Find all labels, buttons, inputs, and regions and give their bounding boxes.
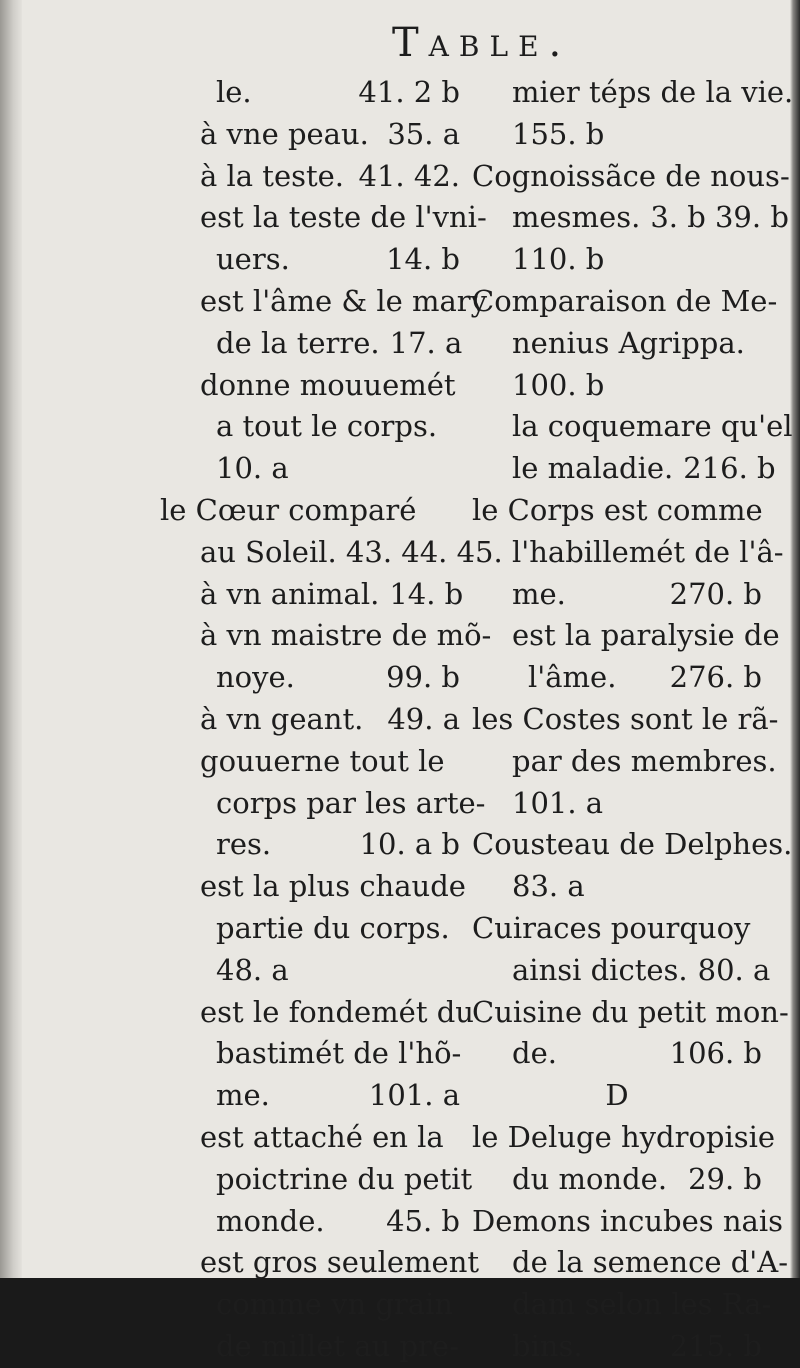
index-entry: [160, 1201, 460, 1243]
index-entry: [472, 365, 762, 407]
entry-text: à vn geant.: [200, 701, 364, 736]
index-entry: [160, 156, 460, 198]
page-header: Table.: [392, 20, 572, 66]
entry-text: est gros seulement: [200, 1245, 480, 1280]
index-entry: [472, 741, 777, 783]
entry-text: est l'âme & le mary: [200, 283, 488, 318]
entry-text: 10. a: [216, 451, 289, 486]
index-entry: [472, 1326, 762, 1368]
index-entry: [472, 1201, 783, 1243]
index-entry: [160, 1075, 460, 1117]
entry-text: Cuiraces pourquoy: [472, 910, 751, 945]
index-entry: [472, 908, 762, 950]
index-entry: [160, 239, 460, 281]
index-entry: [160, 992, 474, 1034]
entry-text: l'âme.: [528, 660, 617, 695]
index-entry: [472, 657, 762, 699]
entry-text: me.: [512, 576, 566, 611]
page-reference: 3. b 39. b: [650, 200, 789, 235]
index-entry: [472, 1117, 776, 1159]
entry-text: bastimét de l'hõ-: [216, 1036, 462, 1071]
page-reference: 216. b: [683, 451, 776, 486]
page-right-edge: [790, 0, 800, 1278]
index-entry: [160, 197, 487, 239]
entry-text: est la paralysie de: [512, 618, 780, 653]
page-binding-shadow: [0, 0, 22, 1278]
index-entry: [472, 866, 762, 908]
entry-text: donne mouuemét: [200, 367, 456, 402]
index-entry: [472, 1033, 762, 1075]
index-entry: [472, 114, 762, 156]
page-reference: 10. a b: [359, 827, 460, 862]
entry-text: ainsi dictes.: [512, 952, 688, 987]
index-entry: [160, 323, 463, 365]
index-entry: [472, 197, 789, 239]
index-entry: [160, 866, 466, 908]
index-entry: [472, 1242, 789, 1284]
entry-text: de la terre.: [216, 325, 380, 360]
entry-text: à la teste.: [200, 158, 345, 193]
entry-text: comme vn grain: [216, 1287, 454, 1322]
index-entry: [160, 741, 460, 783]
entry-text: le Cœur comparé: [160, 492, 417, 527]
entry-text: le Corps est comme: [472, 492, 763, 527]
entry-text: Demons incubes nais: [472, 1203, 783, 1238]
entry-text: du monde.: [512, 1161, 668, 1196]
entry-text: le.: [216, 75, 252, 109]
index-entry: [160, 281, 488, 323]
index-entry: [160, 72, 460, 114]
index-column-right: [472, 72, 794, 1368]
entry-text: partie du corps.: [216, 910, 450, 945]
index-entry: [472, 783, 762, 825]
index-entry: [160, 1033, 460, 1075]
entry-text: l'habillemét de l'â-: [512, 534, 784, 569]
entry-text: dam selon les Ra-: [512, 1287, 772, 1322]
index-entry: [160, 1117, 460, 1159]
index-entry: [160, 114, 460, 156]
entry-text: 101. a: [512, 785, 604, 820]
index-entry: [160, 908, 460, 950]
index-entry: [472, 406, 793, 448]
index-entry: [160, 1326, 460, 1368]
entry-text: la coquemare qu'el: [512, 409, 793, 444]
entry-text: est la teste de l'vni-: [200, 200, 487, 235]
page-reference: 106. b: [669, 1036, 762, 1071]
index-entry: [472, 323, 762, 365]
entry-text: les Costes sont le rã-: [472, 701, 779, 736]
index-entry: [160, 657, 460, 699]
page-reference: 41. 2 b: [358, 75, 460, 109]
page-reference: 49. a: [387, 701, 460, 736]
entry-text: de millet au pre-: [216, 1328, 459, 1363]
index-entry: [160, 574, 464, 616]
index-entry: [472, 532, 784, 574]
entry-text: mesmes.: [512, 200, 641, 235]
page-reference: 17. a: [389, 325, 463, 360]
entry-text: le Deluge hydropisie: [472, 1119, 776, 1154]
entry-text: poictrine du petit: [216, 1161, 473, 1196]
page-reference: 29. b: [688, 1161, 762, 1196]
index-entry: [472, 239, 762, 281]
index-entry: [472, 156, 790, 198]
index-entry: [160, 699, 460, 741]
entry-text: à vn animal.: [200, 576, 380, 611]
entry-text: nenius Agrippa.: [512, 325, 745, 360]
entry-text: corps par les arte-: [216, 785, 486, 820]
entry-text: Cuisine du petit mon-: [472, 994, 789, 1029]
entry-text: 83. a: [512, 869, 585, 904]
entry-text: res.: [216, 827, 272, 862]
index-entry: [160, 490, 460, 532]
index-entry: [160, 1242, 480, 1284]
index-entry: [160, 532, 503, 574]
entry-text: Cousteau de Delphes.: [472, 827, 793, 862]
index-entry: [472, 992, 789, 1034]
page-reference: 41. 42.: [358, 158, 460, 193]
entry-text: de.: [512, 1036, 557, 1071]
index-entry: [160, 615, 492, 657]
entry-text: à vne peau.: [200, 116, 369, 151]
entry-text: 48. a: [216, 952, 289, 987]
page-reference: 99. b: [386, 660, 460, 695]
entry-text: monde.: [216, 1203, 325, 1238]
entry-text: a tout le corps.: [216, 409, 438, 444]
page-reference: 14. b: [389, 576, 464, 611]
entry-text: 100. b: [512, 367, 605, 402]
entry-text: 110. b: [512, 242, 605, 277]
index-entry: [160, 448, 460, 490]
index-entry: [472, 574, 762, 616]
index-entry: [472, 281, 778, 323]
index-entry: [160, 1284, 460, 1326]
index-entry: [160, 1159, 473, 1201]
page-reference: 35. a: [387, 116, 460, 151]
entry-text: de la semence d'A-: [512, 1245, 789, 1280]
index-entry: [472, 490, 762, 532]
entry-text: uers.: [216, 242, 290, 277]
index-entry: [472, 1075, 762, 1117]
entry-text: mier téps de la vie.: [512, 75, 794, 109]
entry-text: est le fondemét du: [200, 994, 474, 1029]
entry-text: D: [605, 1078, 629, 1113]
page-reference: 270. b: [669, 576, 762, 611]
index-entry: [160, 824, 460, 866]
index-entry: [472, 950, 771, 992]
page-reference: 45. b: [386, 1203, 460, 1238]
index-entry: [160, 950, 460, 992]
entry-text: Comparaison de Me-: [472, 283, 778, 318]
page-reference: 80. a: [697, 952, 771, 987]
index-entry: [472, 699, 779, 741]
entry-text: est attaché en la: [200, 1119, 444, 1154]
index-entry: [472, 1284, 772, 1326]
index-column-left: [160, 72, 503, 1368]
entry-text: Cognoissãce de nous-: [472, 158, 790, 193]
entry-text: me.: [216, 1078, 270, 1113]
entry-text: le maladie.: [512, 451, 674, 486]
index-entry: [160, 783, 486, 825]
entry-text: bins.: [512, 1328, 583, 1363]
page-reference: 14. b: [386, 242, 460, 277]
entry-text: au Soleil. 43. 44. 45.: [200, 534, 503, 569]
entry-text: à vn maistre de mõ-: [200, 618, 492, 653]
entry-text: est la plus chaude: [200, 869, 466, 904]
entry-text: par des membres.: [512, 743, 777, 778]
index-entry: [472, 72, 794, 114]
index-entry: [472, 615, 780, 657]
index-entry: [160, 406, 460, 448]
page-reference: 276. b: [669, 660, 762, 695]
index-entry: [160, 365, 460, 407]
index-entry: [472, 1159, 762, 1201]
page-reference: 101. a: [368, 1078, 460, 1113]
entry-text: noye.: [216, 660, 295, 695]
entry-text: gouuerne tout le: [200, 743, 445, 778]
index-entry: [472, 448, 776, 490]
page-reference: 215. b: [669, 1328, 762, 1363]
entry-text: 155. b: [512, 116, 605, 151]
index-entry: [472, 824, 793, 866]
